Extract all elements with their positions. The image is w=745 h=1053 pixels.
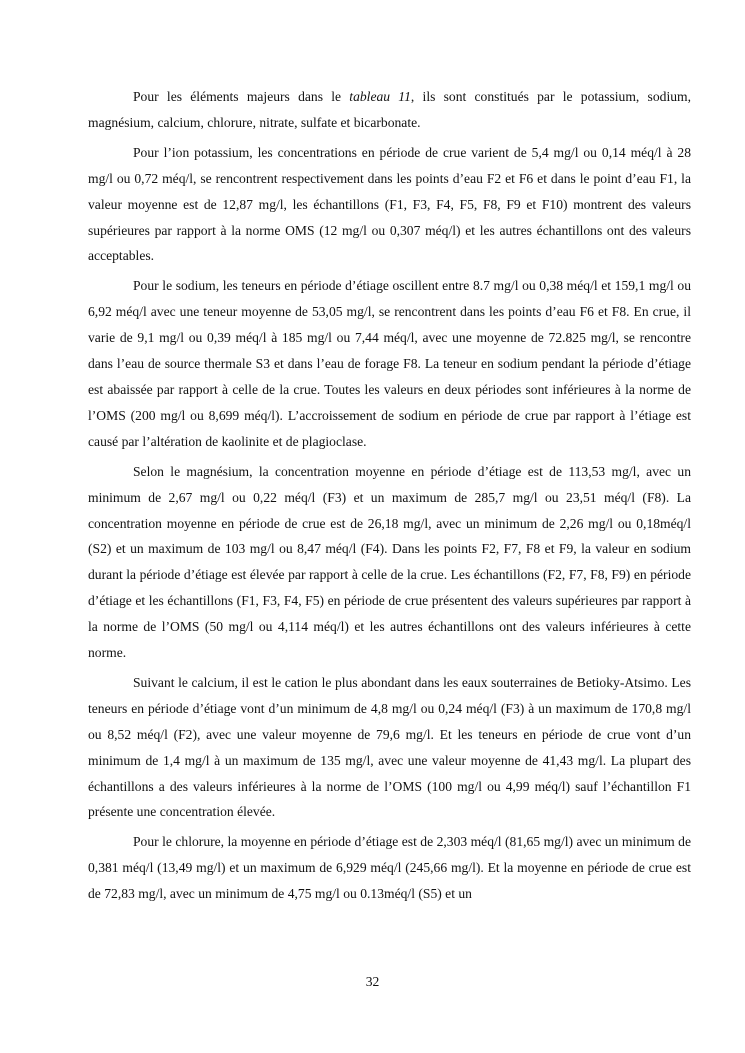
- table-reference: tableau 11: [349, 89, 411, 104]
- paragraph-calcium: Suivant le calcium, il est le cation le plus abondant dans les eaux souterraines de Betioky-Atsimo. Les teneurs en période d’étiage vont d’un minimum de 4,8 mg/l ou 0,24 méq/l (F3) à un maximum de 170,8 mg/l ou 8,52 méq/l (F2), avec une valeur moyenne de 79,6 mg/l. Et les teneurs en période de crue vont d’un minimum de 1,4 mg/l à un maximum de 135 mg/l, avec une valeur moyenne de 41,43 mg/l. La plupart des échantillons a des valeurs inférieures à la norme de l’OMS (100 mg/l ou 4,99 méq/l) sauf l’échantillon F1 présente une concentration élevée.: [88, 674, 691, 820]
- paragraph-potassium: Pour l’ion potassium, les concentrations en période de crue varient de 5,4 mg/l ou 0,14 méq/l à 28 mg/l ou 0,72 méq/l, se rencontrent respectivement dans les points d’eau F2 et F6 et dans le point d’eau F1, la valeur moyenne est de 12,87 mg/l, les échantillons (F1, F3, F4, F5, F8, F9 et F10) montrent des valeurs supérieures par rapport à la norme OMS (12 mg/l ou 0,307 méq/l) et les autres échantillons ont des valeurs acceptables.: [88, 144, 691, 264]
- document-page: [88, 84, 691, 911]
- page-number: 32: [365, 974, 380, 989]
- paragraph-major-elements-start: Pour les éléments majeurs dans le: [133, 89, 350, 104]
- paragraph-major-elements: [88, 84, 691, 136]
- paragraph-major-elements-end: , ils sont constitués par le potassium, sodium, magnésium, calcium, chlorure, nitrate, sulfate et bicarbonate.: [88, 89, 691, 130]
- paragraph-sodium: Pour le sodium, les teneurs en période d’étiage oscillent entre 8.7 mg/l ou 0,38 méq/l et 159,1 mg/l ou 6,92 méq/l avec une teneur moyenne de 53,05 mg/l, se rencontrent dans les points d’eau F6 et F8. En crue, il varie de 9,1 mg/l ou 0,39 méq/l à 185 mg/l ou 7,44 méq/l, avec une moyenne de 72.825 mg/l, se rencontre dans l’eau de source thermale S3 et dans l’eau de forage F8. La teneur en sodium pendant la période d’étiage est abaissée par rapport à celle de la crue. Toutes les valeurs en deux périodes sont inférieures à la norme de l’OMS (200 mg/l ou 8,699 méq/l). L’accroissement de sodium en période de crue par rapport à l’étiage est causé par l’altération de kaolinite et de plagioclase.: [88, 278, 691, 449]
- paragraph-magnesium: Selon le magnésium, la concentration moyenne en période d’étiage est de 113,53 mg/l, avec un minimum de 2,67 mg/l ou 0,22 méq/l (F3) et un maximum de 285,7 mg/l ou 23,51 méq/l (F8). La concentration moyenne en période de crue est de 26,18 mg/l, avec un minimum de 2,26 mg/l ou 0,18méq/l (S2) et un maximum de 103 mg/l ou 8,47 méq/l (F4). Dans les points F2, F7, F8 et F9, la valeur en sodium durant la période d’étiage est élevée par rapport à celle de la crue. Les échantillons (F2, F7, F8, F9) en période d’étiage et les échantillons (F1, F3, F4, F5) en période de crue présentent des valeurs supérieures par rapport à la norme de l’OMS (50 mg/l ou 4,114 méq/l) et les autres échantillons ont des valeurs inférieures à cette norme.: [88, 463, 691, 661]
- paragraph-chloride: Pour le chlorure, la moyenne en période d’étiage est de 2,303 méq/l (81,65 mg/l) avec un minimum de 0,381 méq/l (13,49 mg/l) et un maximum de 6,929 méq/l (245,66 mg/l). Et la moyenne en période de crue est de 72,83 mg/l, avec un minimum de 4,75 mg/l ou 0.13méq/l (S5) et un: [88, 834, 691, 902]
